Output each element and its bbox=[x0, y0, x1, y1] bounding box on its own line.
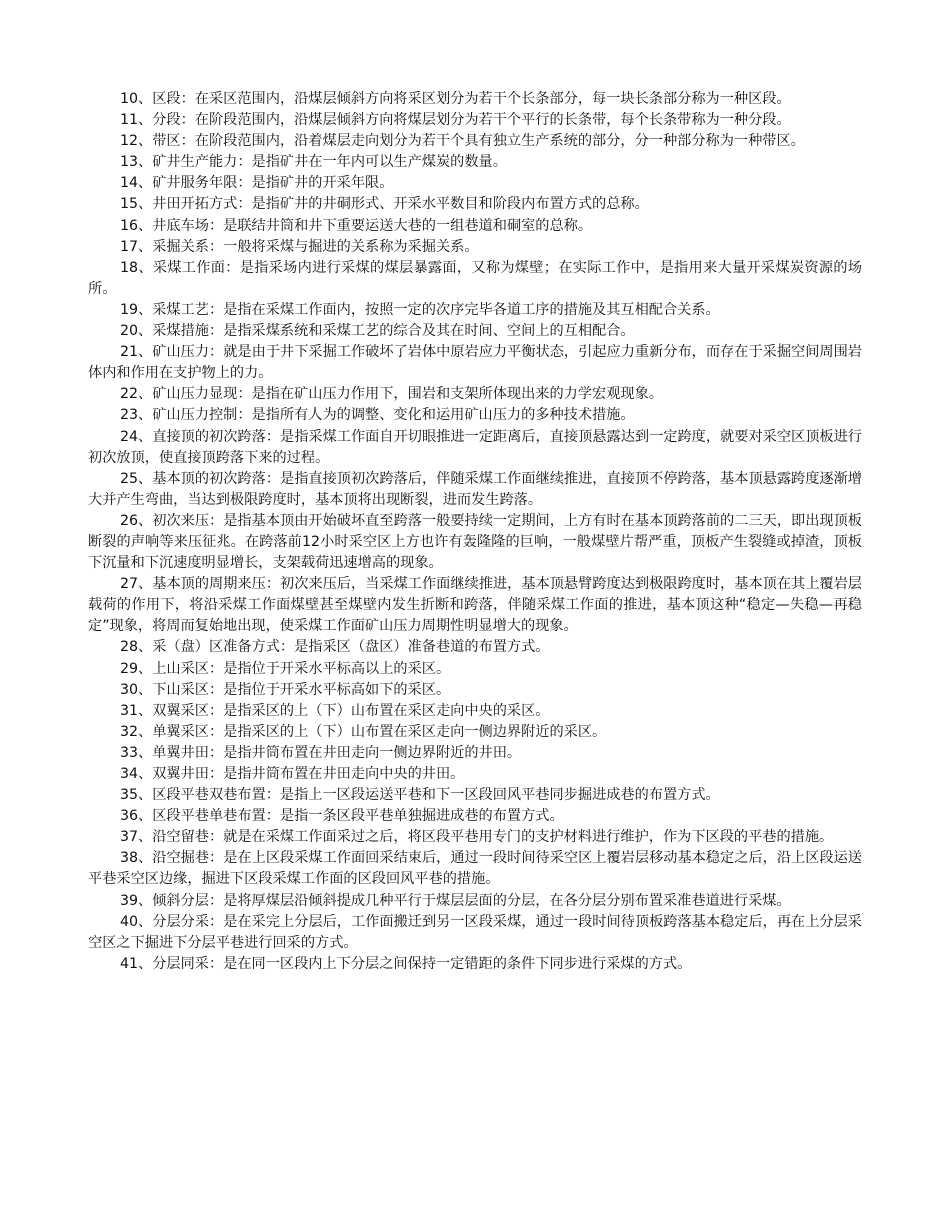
document-body bbox=[88, 89, 862, 975]
paragraph-13: 13、矿井生产能力：是指矿井在一年内可以生产煤炭的数量。 bbox=[120, 154, 507, 171]
paragraph-36: 36、区段平巷单巷布置：是指一条区段平巷单独掘进成巷的布置方式。 bbox=[120, 808, 564, 825]
paragraph-26: 26、初次来压：是指基本顶由开始破坏直至跨落一般要持续一定期间，上方有时在基本顶跨落前的二三天，即出现顶板断裂的声响等来压征兆。在跨落前12小时采空区上方也许有轰隆隆的巨响，一般煤壁片帮严重，顶板产生裂缝或掉渣，顶板下沉量和下沉速度明显增长，支架载荷迅速增高的现象。 bbox=[88, 512, 862, 572]
paragraph-31: 31、双翼采区：是指采区的上（下）山布置在采区走向中央的采区。 bbox=[120, 702, 550, 719]
paragraph-37: 37、沿空留巷：就是在采煤工作面采过之后，将区段平巷用专门的支护材料进行维护，作为下区段的平巷的措施。 bbox=[120, 829, 834, 846]
paragraph-19: 19、采煤工艺：是指在采煤工作面内，按照一定的次序完毕各道工序的措施及其互相配合关系。 bbox=[120, 301, 720, 318]
paragraph-29: 29、上山采区：是指位于开采水平标高以上的采区。 bbox=[120, 660, 451, 677]
paragraph-41: 41、分层同采：是在同一区段内上下分层之间保持一定错距的条件下同步进行采煤的方式。 bbox=[120, 955, 692, 972]
paragraph-12: 12、带区：在阶段范围内，沿着煤层走向划分为若干个具有独立生产系统的部分，分一种部分称为一种带区。 bbox=[120, 133, 805, 150]
paragraph-35: 35、区段平巷双巷布置：是指上一区段运送平巷和下一区段回风平巷同步掘进成巷的布置方式。 bbox=[120, 787, 720, 804]
paragraph-20: 20、采煤措施：是指采煤系统和采煤工艺的综合及其在时间、空间上的互相配合。 bbox=[120, 323, 635, 340]
paragraph-16: 16、井底车场：是联结井筒和井下重要运送大巷的一组巷道和硐室的总称。 bbox=[120, 217, 593, 234]
paragraph-39: 39、倾斜分层：是将厚煤层沿倾斜提成几种平行于煤层层面的分层，在各分层分别布置采准巷道进行采煤。 bbox=[120, 892, 791, 909]
paragraph-18: 18、采煤工作面：是指采场内进行采煤的煤层暴露面，又称为煤壁；在实际工作中，是指用来大量开采煤炭资源的场所。 bbox=[88, 259, 862, 297]
paragraph-32: 32、单翼采区：是指采区的上（下）山布置在采区走向一侧边界附近的采区。 bbox=[120, 723, 607, 740]
paragraph-11: 11、分段：在阶段范围内，沿煤层倾斜方向将煤层划分为若干个平行的长条带，每个长条带称为一种分段。 bbox=[120, 112, 791, 129]
paragraph-33: 33、单翼井田：是指井筒布置在井田走向一侧边界附近的井田。 bbox=[120, 744, 522, 761]
paragraph-27: 27、基本顶的周期来压：初次来压后，当采煤工作面继续推进，基本顶悬臂跨度达到极限跨度时，基本顶在其上覆岩层载荷的作用下，将沿采煤工作面煤壁甚至煤壁内发生折断和跨落，伴随采煤工作面的推进，基本顶这种“稳定—失稳—再稳定”现象，将周而复始地出现，使采煤工作面矿山压力周期性明显增大的现象。 bbox=[88, 576, 862, 635]
paragraph-28: 28、采（盘）区准备方式：是指采区（盘区）准备巷道的布置方式。 bbox=[120, 639, 550, 656]
paragraph-17: 17、采掘关系：一般将采煤与掘进的关系称为采掘关系。 bbox=[120, 238, 479, 255]
paragraph-15: 15、井田开拓方式：是指矿井的井硐形式、开采水平数目和阶段内布置方式的总称。 bbox=[120, 196, 649, 213]
paragraph-38: 38、沿空掘巷：是在上区段采煤工作面回采结束后，通过一段时间待采空区上覆岩层移动基本稳定之后，沿上区段运送平巷采空区边缘，掘进下区段采煤工作面的区段回风平巷的措施。 bbox=[88, 850, 862, 888]
paragraph-34: 34、双翼井田：是指井筒布置在井田走向中央的井田。 bbox=[120, 766, 465, 782]
paragraph-30: 30、下山采区：是指位于开采水平标高如下的采区。 bbox=[120, 681, 451, 698]
paragraph-21: 21、矿山压力：就是由于井下采掘工作破坏了岩体中原岩应力平衡状态，引起应力重新分布，而存在于采掘空间周围岩体内和作用在支护物上的力。 bbox=[88, 344, 862, 382]
paragraph-10: 10、区段：在采区范围内，沿煤层倾斜方向将采区划分为若干个长条部分，每一块长条部分称为一种区段。 bbox=[120, 91, 791, 107]
paragraph-25: 25、基本顶的初次跨落：是指直接顶初次跨落后，伴随采煤工作面继续推进，直接顶不停跨落，基本顶悬露跨度逐渐增大并产生弯曲，当达到极限跨度时，基本顶将出现断裂，进而发生跨落。 bbox=[88, 470, 862, 508]
paragraph-40: 40、分层分采：是在采完上分层后，工作面搬迁到另一区段采煤，通过一段时间待顶板跨落基本稳定后，再在上分层采空区之下掘进下分层平巷进行回采的方式。 bbox=[88, 913, 862, 951]
paragraph-23: 23、矿山压力控制：是指所有人为的调整、变化和运用矿山压力的多种技术措施。 bbox=[120, 407, 635, 424]
paragraph-24: 24、直接顶的初次跨落：是指采煤工作面自开切眼推进一定距离后，直接顶悬露达到一定跨度，就要对采空区顶板进行初次放顶，使直接顶跨落下来的过程。 bbox=[88, 428, 862, 466]
paragraph-14: 14、矿井服务年限：是指矿井的开采年限。 bbox=[120, 175, 394, 192]
paragraph-22: 22、矿山压力显现：是指在矿山压力作用下，围岩和支架所体现出来的力学宏观现象。 bbox=[120, 386, 663, 403]
